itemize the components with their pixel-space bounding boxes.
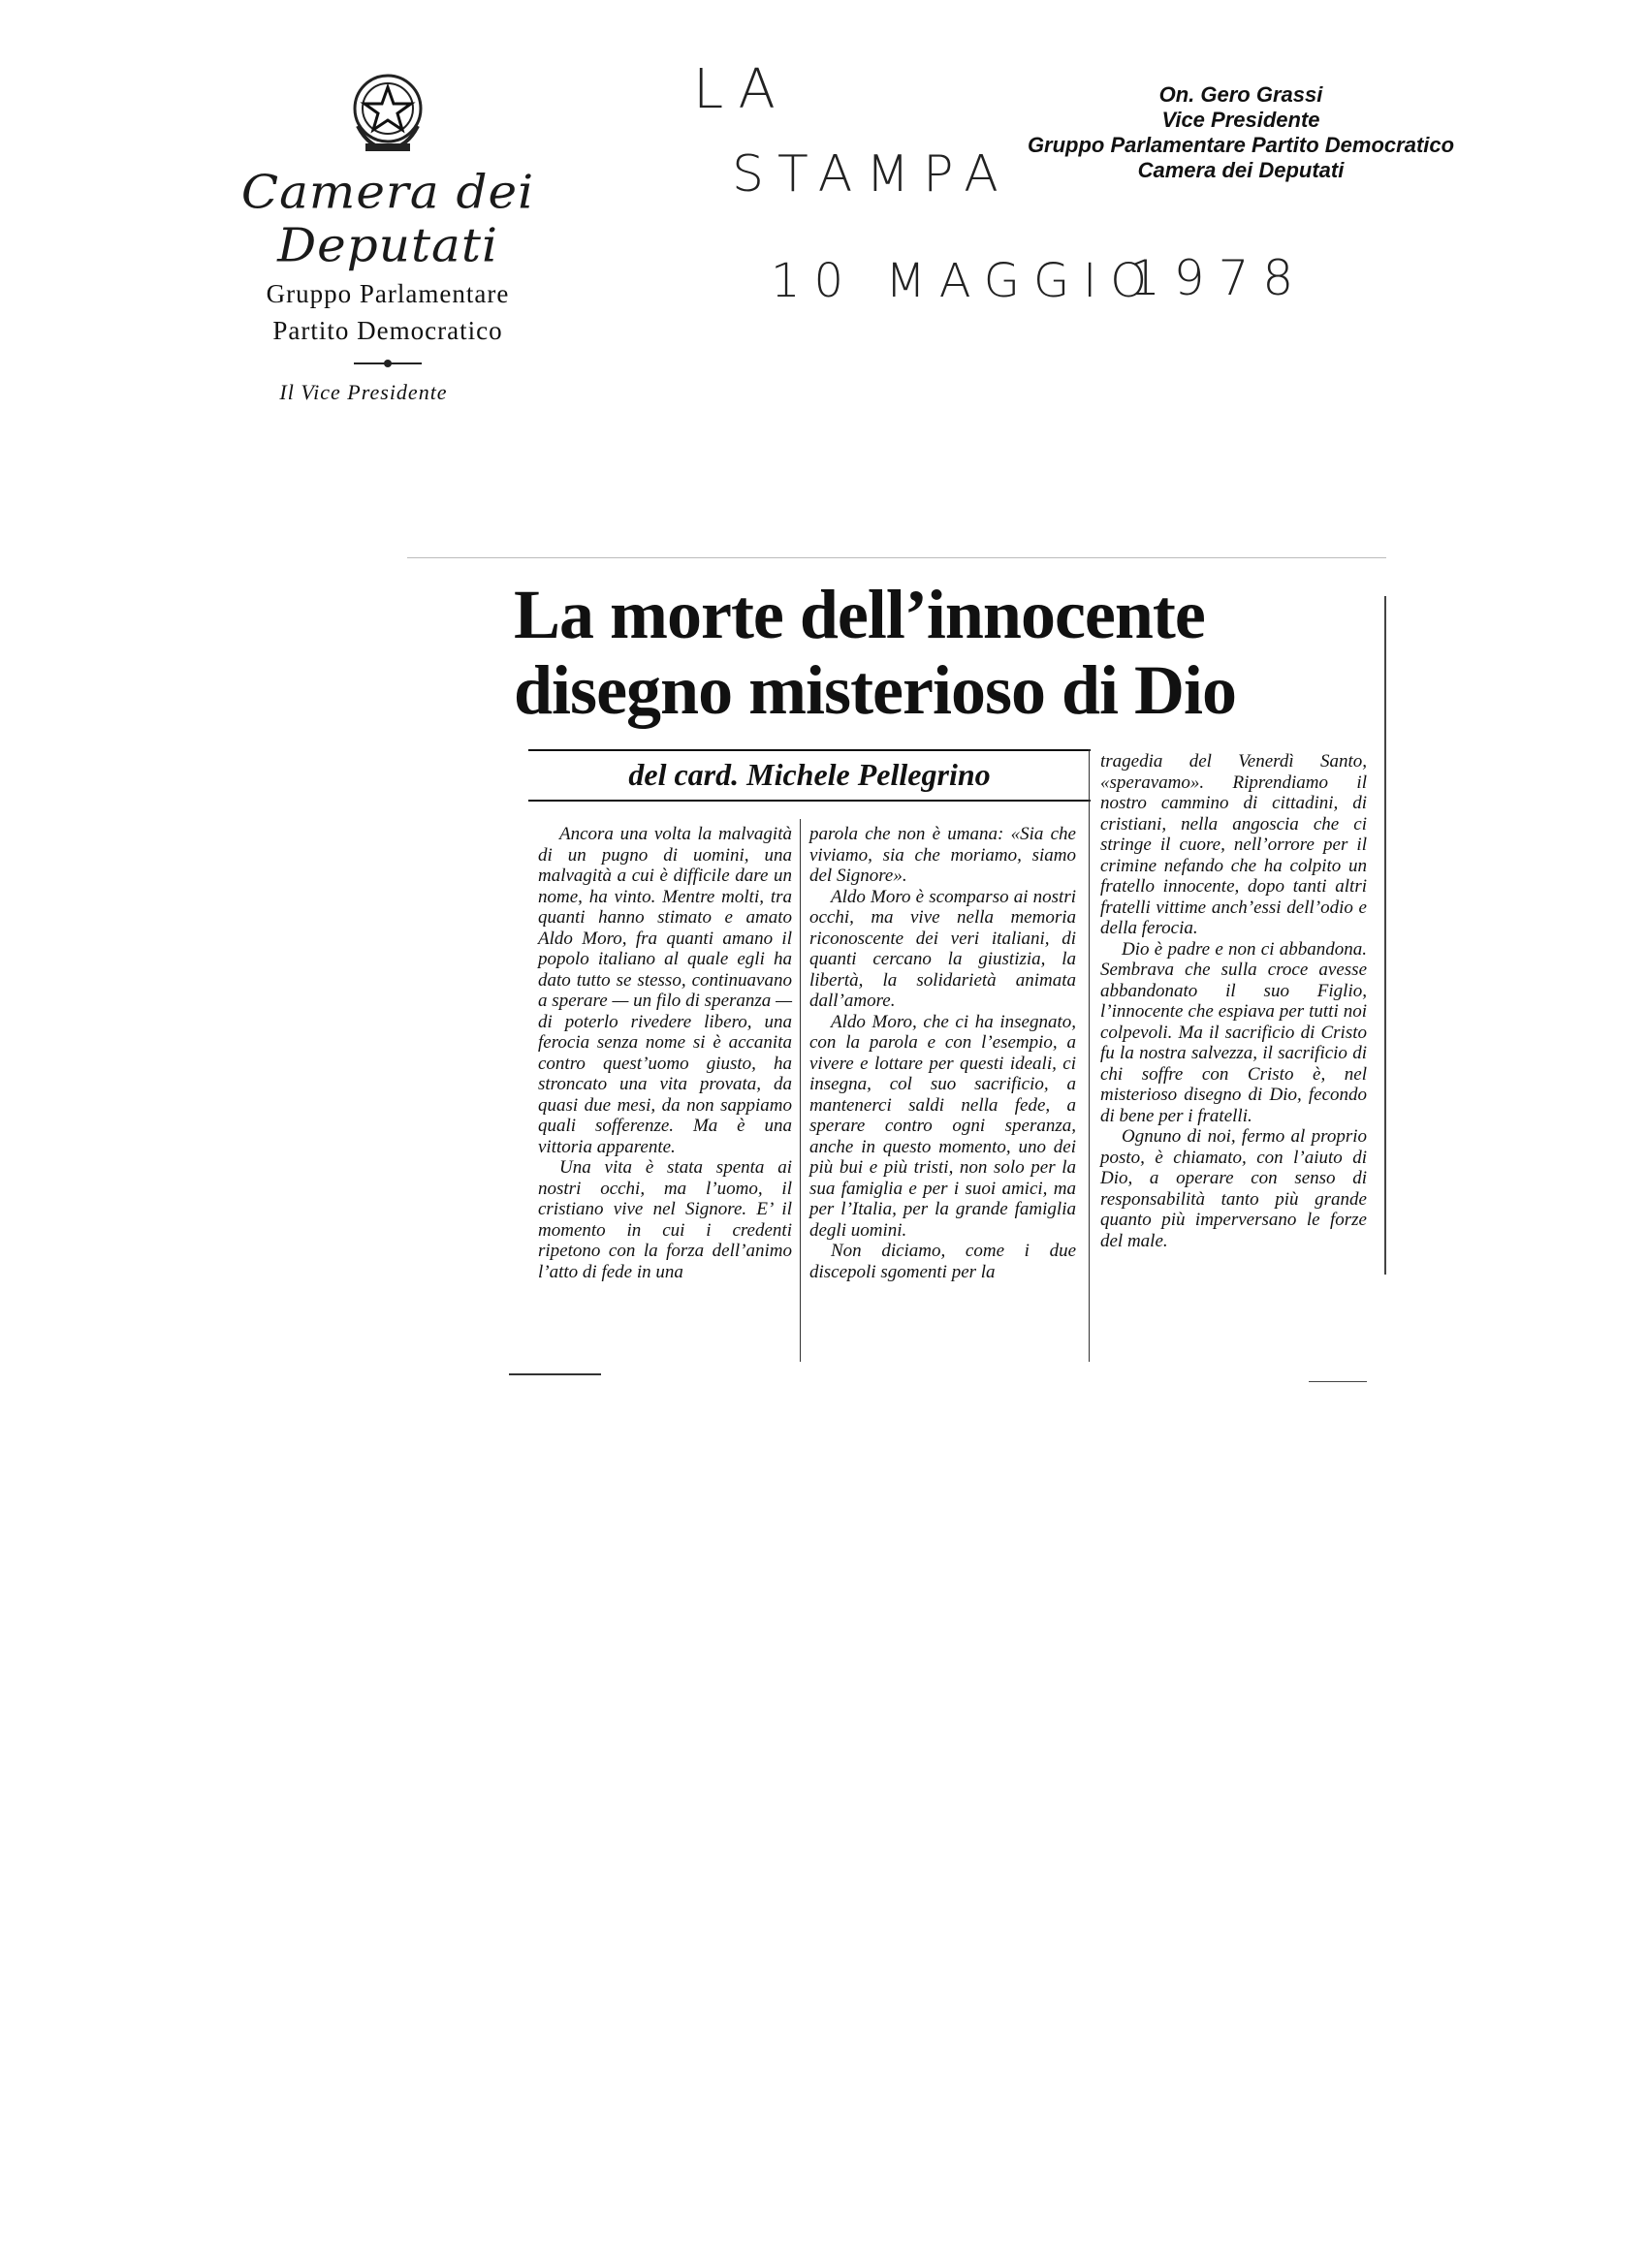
clipping-edge-bottom (509, 1373, 601, 1375)
byline-rule-bottom (528, 800, 1091, 802)
clipping-edge-top (407, 557, 1386, 558)
paragraph: Una vita è stata spenta ai nostri occhi, ma l’uomo, il cristiano vive nel Signore. E’ il momento in cui i credenti ripetono con la forza dell’animo l’atto di fede in una (538, 1157, 792, 1282)
article-column-3 (1100, 751, 1367, 1251)
article-column-2 (809, 824, 1076, 1282)
column-separator (800, 819, 801, 1362)
group-line-2: Partito Democratico (272, 316, 503, 345)
paragraph: Non diciamo, come i due discepoli sgomenti per la (809, 1241, 1076, 1282)
handwritten-date: 10 MAGGIO (771, 254, 1161, 308)
paragraph: Dio è padre e non ci abbandona. Sembrava che sulla croce avesse abbandonato il suo Figlio, l’innocente che espiava per tutti noi colpevoli. Ma il sacrificio di Cristo fu la nostra salvezza, il sacrificio di chi soffre con Cristo è, nel misterioso disegno di Dio, fecondo di bene per i fratelli. (1100, 938, 1367, 1126)
divider (354, 362, 422, 364)
clipping-edge-right (1384, 596, 1386, 1275)
role-label: Il Vice Presidente (279, 380, 448, 404)
clipping-edge-bottom (1309, 1381, 1367, 1382)
paragraph: Ognuno di noi, fermo al proprio posto, è chiamato, con l’aiuto di Dio, a operare con senso di responsabilità tanto più grande quanto più imperversano le forze del male. (1100, 1126, 1367, 1251)
handwritten-newspaper-line1: LA (693, 58, 789, 121)
paragraph: parola che non è umana: «Sia che viviamo, sia che moriamo, siamo del Signore». (809, 824, 1076, 886)
newspaper-clipping (407, 557, 1386, 1391)
stamp-line-2: Vice Presidente (1161, 108, 1320, 132)
stamp-line-1: On. Gero Grassi (1158, 82, 1323, 107)
paragraph: tragedia del Venerdì Santo, «speravamo». Riprendiamo il nostro cammino di cittadini, di cristiani, nella angoscia che ci stringe il cuore, nell’orrore per il crimine nefando che ha colpito un fratello innocente, dopo tanti altri fratelli vittime anch’essi dell’odio e della ferocia. (1100, 751, 1367, 938)
paragraph: Aldo Moro, che ci ha insegnato, con la parola e con l’esempio, a vivere e lottare per questi ideali, ci insegna, col suo sacrificio, a mantenerci saldi nella fede, a sperare contro ogni speranza, anche in questo momento, uno dei più bui e più tristi, non solo per la sua famiglia e per i suoi amici, ma per l’Italia, per la grande famiglia degli uomini. (809, 1011, 1076, 1241)
group-line-1: Gruppo Parlamentare (266, 279, 510, 308)
chamber-name: Camera dei Deputati (240, 165, 535, 273)
column-separator (1089, 749, 1090, 1362)
paragraph: Ancora una volta la malvagità di un pugno di uomini, una malvagità a cui è difficile dare un nome, ha vinto. Mentre molti, tra quanti hanno stimato e amato Aldo Moro, fra quanti amano il popolo italiano al quale egli ha dato tutto se stesso, continuavano a sperare — un filo di speranza — di poterlo rivedere libero, una ferocia senza nome si è accanita contro quest’uomo giusto, ha stroncato una vita provata, da quasi due mesi, da non sappiamo quali sofferenze. Ma è una vittoria apparente. (538, 824, 792, 1157)
vice-president-stamp (998, 82, 1483, 183)
paragraph: Aldo Moro è scomparso ai nostri occhi, ma vive nella memoria riconoscente dei veri italiani, di quanti cercano la giustizia, la libertà, la solidarietà animata dall’amore. (809, 886, 1076, 1011)
handwritten-newspaper-line2: STAMPA (732, 145, 1012, 204)
article-column-1 (538, 824, 792, 1282)
italian-republic-emblem-icon (344, 68, 431, 155)
headline-line-1: La morte dell’innocente (514, 576, 1205, 653)
handwritten-year: 1978 (1129, 250, 1308, 306)
headline-line-2: disegno misterioso di Dio (514, 651, 1237, 729)
stamp-line-3: Gruppo Parlamentare Partito Democratico (1027, 133, 1455, 157)
letterhead (155, 68, 620, 405)
byline-rule-top (528, 749, 1091, 751)
article-headline (514, 577, 1367, 728)
article-byline: del card. Michele Pellegrino (628, 757, 991, 792)
stamp-line-4: Camera dei Deputati (1137, 158, 1345, 182)
